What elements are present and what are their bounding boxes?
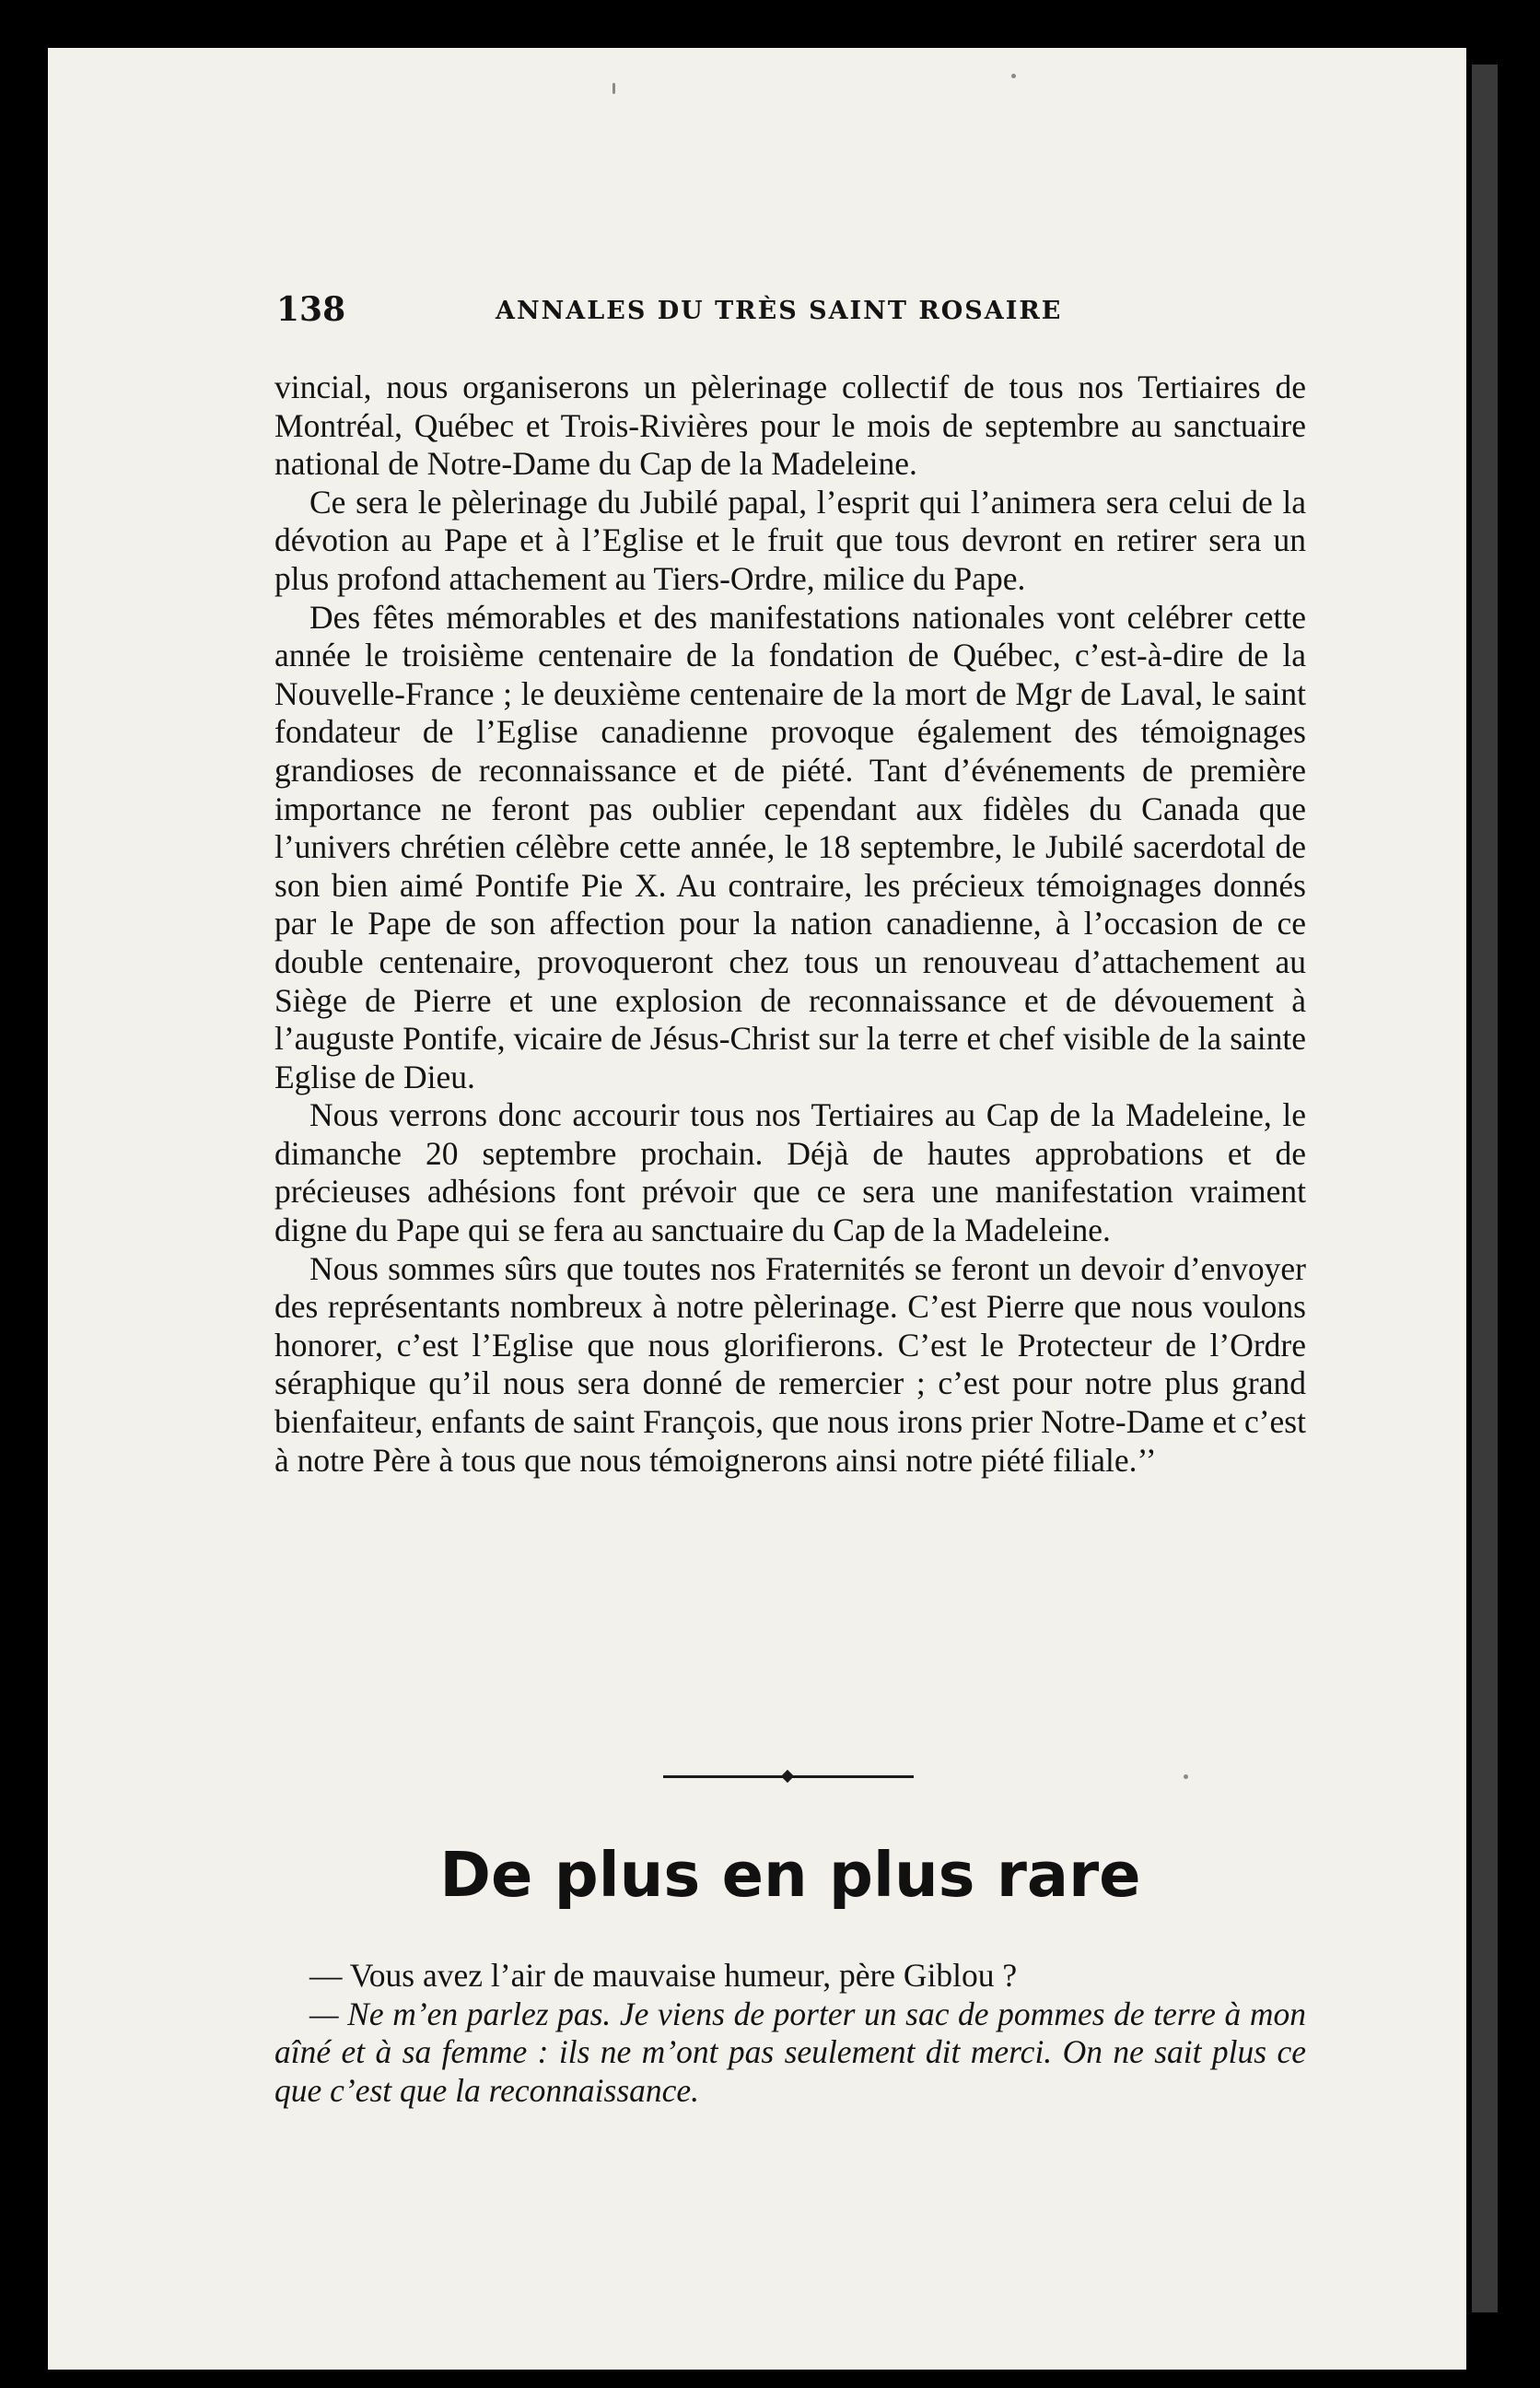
running-head-title: ANNALES DU TRÈS SAINT ROSAIRE <box>496 297 1063 325</box>
paragraph: Nous sommes sûrs que toutes nos Fraternités se feront un devoir d’envoyer des représentants nombreux à notre pèlerinage. C’est Pierre que nous voulons honorer, c’est l’Eglise que nous glorifierons. C’est le Protecteur de l’Ordre séraphique qu’il nous sera donné de remercier ; c’est pour notre plus grand bienfaiteur, enfants de saint François, que nous irons prier Notre-Dame et c’est à notre Père à tous que nous témoignerons ainsi notre piété filiale.’’ <box>274 1249 1306 1479</box>
paragraph: Des fêtes mémorables et des manifestations nationales vont celébrer cette année le troisième centenaire de la fondation de Québec, c’est-à-dire de la Nouvelle-France ; le deuxième centenaire de la mort de Mgr de Laval, le saint fondateur de l’Eglise canadienne provoque également des témoignages grandioses de reconnaissance et de piété. Tant d’événements de première importance ne feront pas oublier cependant aux fidèles du Canada que l’univers chrétien célèbre cette année, le 18 septembre, le Jubilé sacerdotal de son bien aimé Pontife Pie X. Au contraire, les précieux témoignages donnés par le Pape de son affection pour la nation canadienne, à l’occasion de ce double centenaire, provoqueront chez tous un renouveau d’attachement au Siège de Pierre et une explosion de reconnaissance et de dévouement à l’auguste Pontife, vicaire de Jésus-Christ sur la terre et chef visible de la sainte Eglise de Dieu. <box>274 598 1306 1095</box>
paper-speck <box>1011 74 1016 78</box>
dialogue <box>274 1957 1306 2110</box>
paragraph: Nous verrons donc accourir tous nos Tertiaires au Cap de la Madeleine, le dimanche 20 septembre prochain. Déjà de hautes approbations et de précieuses adhésions font prévoir que ce sera une manifestation vraiment digne du Pape qui se fera au sanctuaire du Cap de la Madeleine. <box>274 1096 1306 1249</box>
paragraph: Ce sera le pèlerinage du Jubilé papal, l’esprit qui l’animera sera celui de la dévotion au Pape et à l’Eglise et le fruit que tous devront en retirer sera un plus profond attachement au Tiers-Ordre, milice du Pape. <box>274 483 1306 597</box>
book-spine-shadow <box>1472 64 1498 2312</box>
body-text <box>274 369 1306 1480</box>
running-head <box>276 290 1308 336</box>
dialogue-answer: — Ne m’en parlez pas. Je viens de porter un sac de pommes de terre à mon aîné et à sa femme : ils ne m’ont pas seulement dit merci. On ne sait plus ce que c’est que la reconnaissance. <box>274 1995 1306 2109</box>
paper-speck <box>612 83 615 94</box>
paragraph: vincial, nous organiserons un pèlerinage collectif de tous nos Tertiaires de Montréal, Québec et Trois-Rivières pour le mois de septembre au sanctuaire national de Notre-Dame du Cap de la Madeleine. <box>274 369 1306 483</box>
paper-speck <box>1184 1774 1188 1779</box>
section-title: De plus en plus rare <box>439 1839 1141 1911</box>
page-number: 138 <box>276 290 346 329</box>
dialogue-question: — Vous avez l’air de mauvaise humeur, père Giblou ? <box>309 1957 1018 1994</box>
